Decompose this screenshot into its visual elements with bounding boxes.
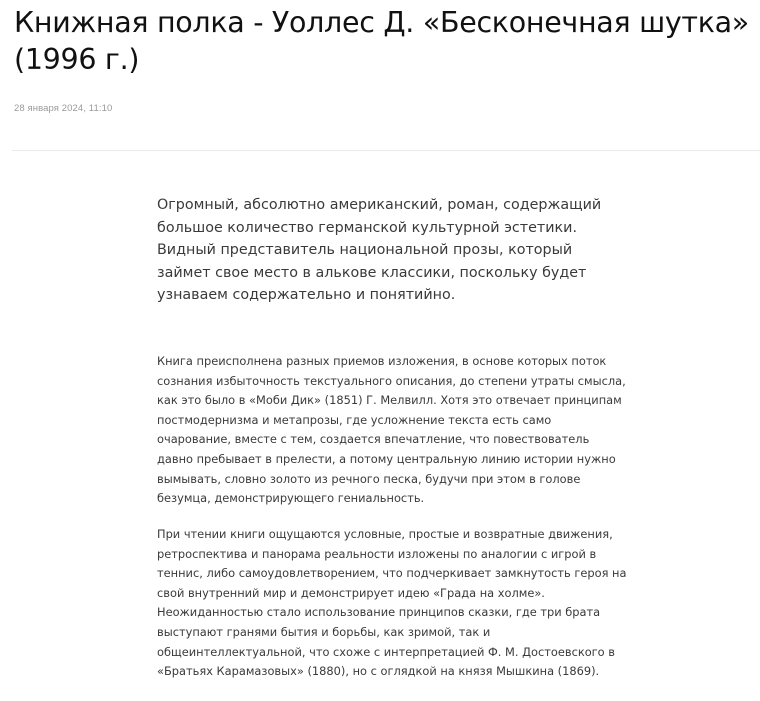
body-paragraph-2: При чтении книги ощущаются условные, простые и возвратные движения, ретроспектива и панорама реальности изложены по аналогии с игрой в теннис, либо самоудовлетворением, что подчеркивает замкнутость героя на свой внутренний мир и демонстрирует идею «Града на холме». Неожиданностью стало использование принципов сказки, где три брата выступают гранями бытия и борьбы, как зримой, так и общеинтеллектуальной, что схоже с интерпретацией Ф. М. Достоевского в «Братьях Карамазовых» (1880), но с оглядкой на князя Мышкина (1869).	[157, 527, 627, 679]
header-divider	[12, 150, 760, 151]
publish-date: 28 января 2024, 11:10	[14, 103, 113, 114]
body-paragraph-1: Книга преисполнена разных приемов изложения, в основе которых поток сознания избыточность текстуального описания, до степени утраты смысла, как это было в «Моби Дик» (1851) Г. Мелвилл. Хотя это отвечает принципам постмодернизма и метапрозы, где усложнение текста есть само очарование, вместе с тем, создается впечатление, что повествователь давно пребывает в прелести, а потому центральную линию истории нужно вымывать, словно золото из речного песка, будучи при этом в голове безумца, демонстрирующего гениальность.	[157, 354, 626, 506]
article-body	[157, 194, 627, 679]
lead-paragraph: Огромный, абсолютно американский, роман, содержащий большое количество германской культурной эстетики. Видный представитель национальной прозы, который займет свое место в алькове классики, поскольку будет узнаваем содержательно и понятийно.	[157, 197, 602, 303]
page-title: Книжная полка - Уоллес Д. «Бесконечная шутка» (1996 г.)	[14, 6, 749, 76]
